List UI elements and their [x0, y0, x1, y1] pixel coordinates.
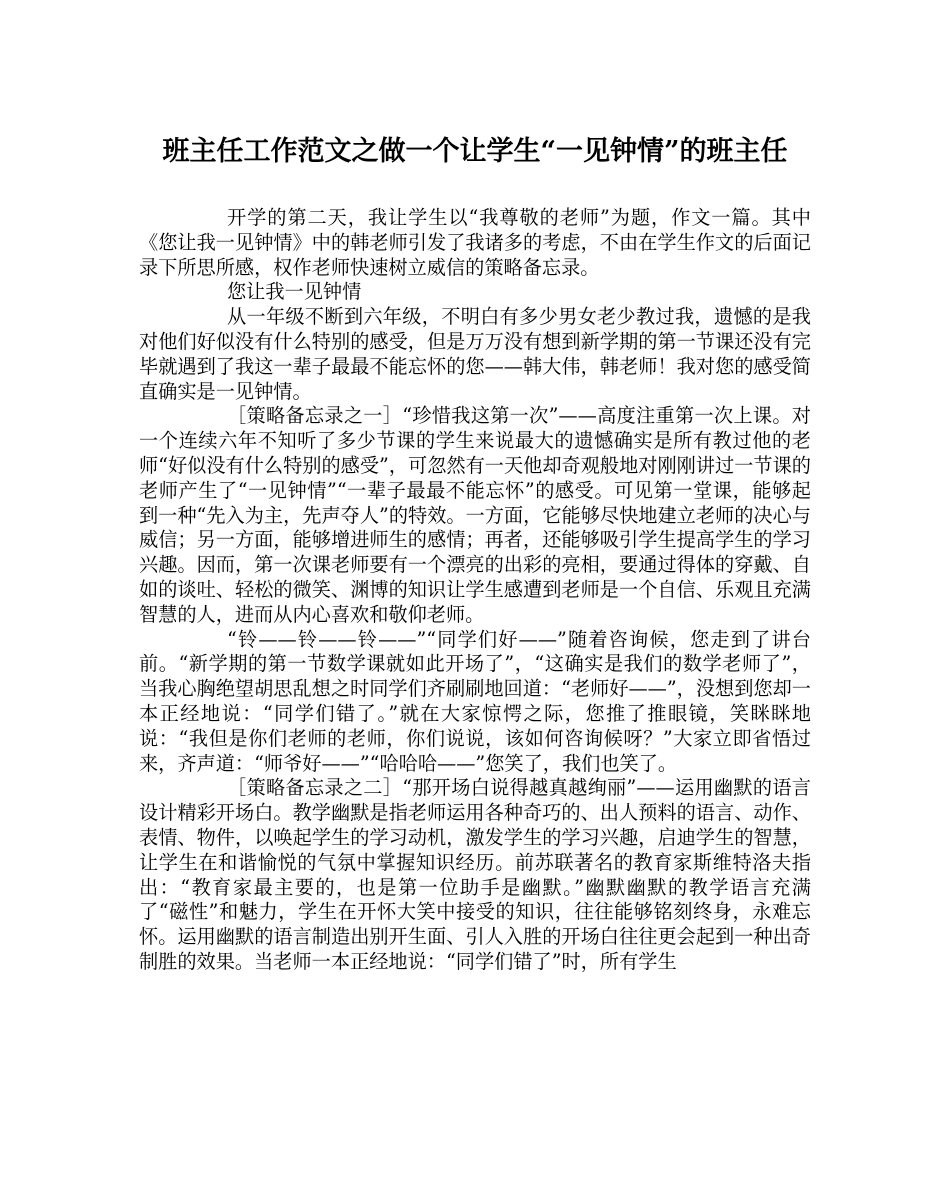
paragraph-essay-opening: 从一年级不断到六年级，不明白有多少男女老少教过我，遗憾的是我对他们好似没有什么特别的感受，但是万万没有想到新学期的第一节课还没有完毕就遇到了我这一辈子最最不能忘怀的您——韩大伟，韩老师！我对您的感受简直确实是一见钟情。 [139, 305, 811, 403]
paragraph-intro: 开学的第二天，我让学生以“我尊敬的老师”为题，作文一篇。其中《您让我一见钟情》中的韩老师引发了我诸多的考虑，不由在学生作文的后面记录下所思所感，权作老师快速树立威信的策略备忘录。 [139, 206, 811, 279]
document-body [139, 206, 811, 975]
paragraph-strategy-one: ［策略备忘录之一］“珍惜我这第一次”——高度注重第一次上课。对一个连续六年不知听了多少节课的学生来说最大的遗憾确实是所有教过他的老师“好似没有什么特别的感受”，可忽然有一天他却奇观般地对刚刚讲过一节课的老师产生了“一见钟情”“一辈子最最不能忘怀”的感受。可见第一堂课，能够起到一种“先入为主，先声夺人”的特效。一方面，它能够尽快地建立老师的决心与威信；另一方面，能够增进师生的感情；再者，还能够吸引学生提高学生的学习兴趣。因而，第一次课老师要有一个漂亮的出彩的亮相，要通过得体的穿戴、自如的谈吐、轻松的微笑、渊博的知识让学生感遭到老师是一个自信、乐观且充满智慧的人，进而从内心喜欢和敬仰老师。 [139, 404, 811, 626]
paragraph-classroom-scene: “铃——铃——铃——”“同学们好——”随着咨询候，您走到了讲台前。“新学期的第一节数学课就如此开场了”，“这确实是我们的数学老师了”，当我心胸绝望胡思乱想之时同学们齐刷刷地回道：“老师好——”，没想到您却一本正经地说：“同学们错了。”就在大家惊愕之际，您推了推眼镜，笑眯眯地说：“我但是你们老师的老师，你们说说，该如何咨询候呀？”大家立即省悟过来，齐声道：“师爷好——”“哈哈哈——”您笑了，我们也笑了。 [139, 627, 811, 775]
paragraph-essay-title: 您让我一见钟情 [227, 280, 362, 304]
document-title: 班主任工作范文之做一个让学生“一见钟情”的班主任 [162, 136, 788, 167]
paragraph-strategy-two: ［策略备忘录之二］“那开场白说得越真越绚丽”——运用幽默的语言设计精彩开场白。教学幽默是指老师运用各种奇巧的、出人预料的语言、动作、表情、物件，以唤起学生的学习动机，激发学生的学习兴趣，启迪学生的智慧，让学生在和谐愉悦的气氛中掌握知识经历。前苏联著名的教育家斯维特洛夫指出：“教育家最主要的，也是第一位助手是幽默。”幽默幽默的教学语言充满了“磁性”和魅力，学生在开怀大笑中接受的知识，往往能够铭刻终身，永难忘怀。运用幽默的语言制造出别开生面、引人入胜的开场白往往更会起到一种出奇制胜的效果。当老师一本正经地说：“同学们错了”时，所有学生 [139, 776, 811, 973]
